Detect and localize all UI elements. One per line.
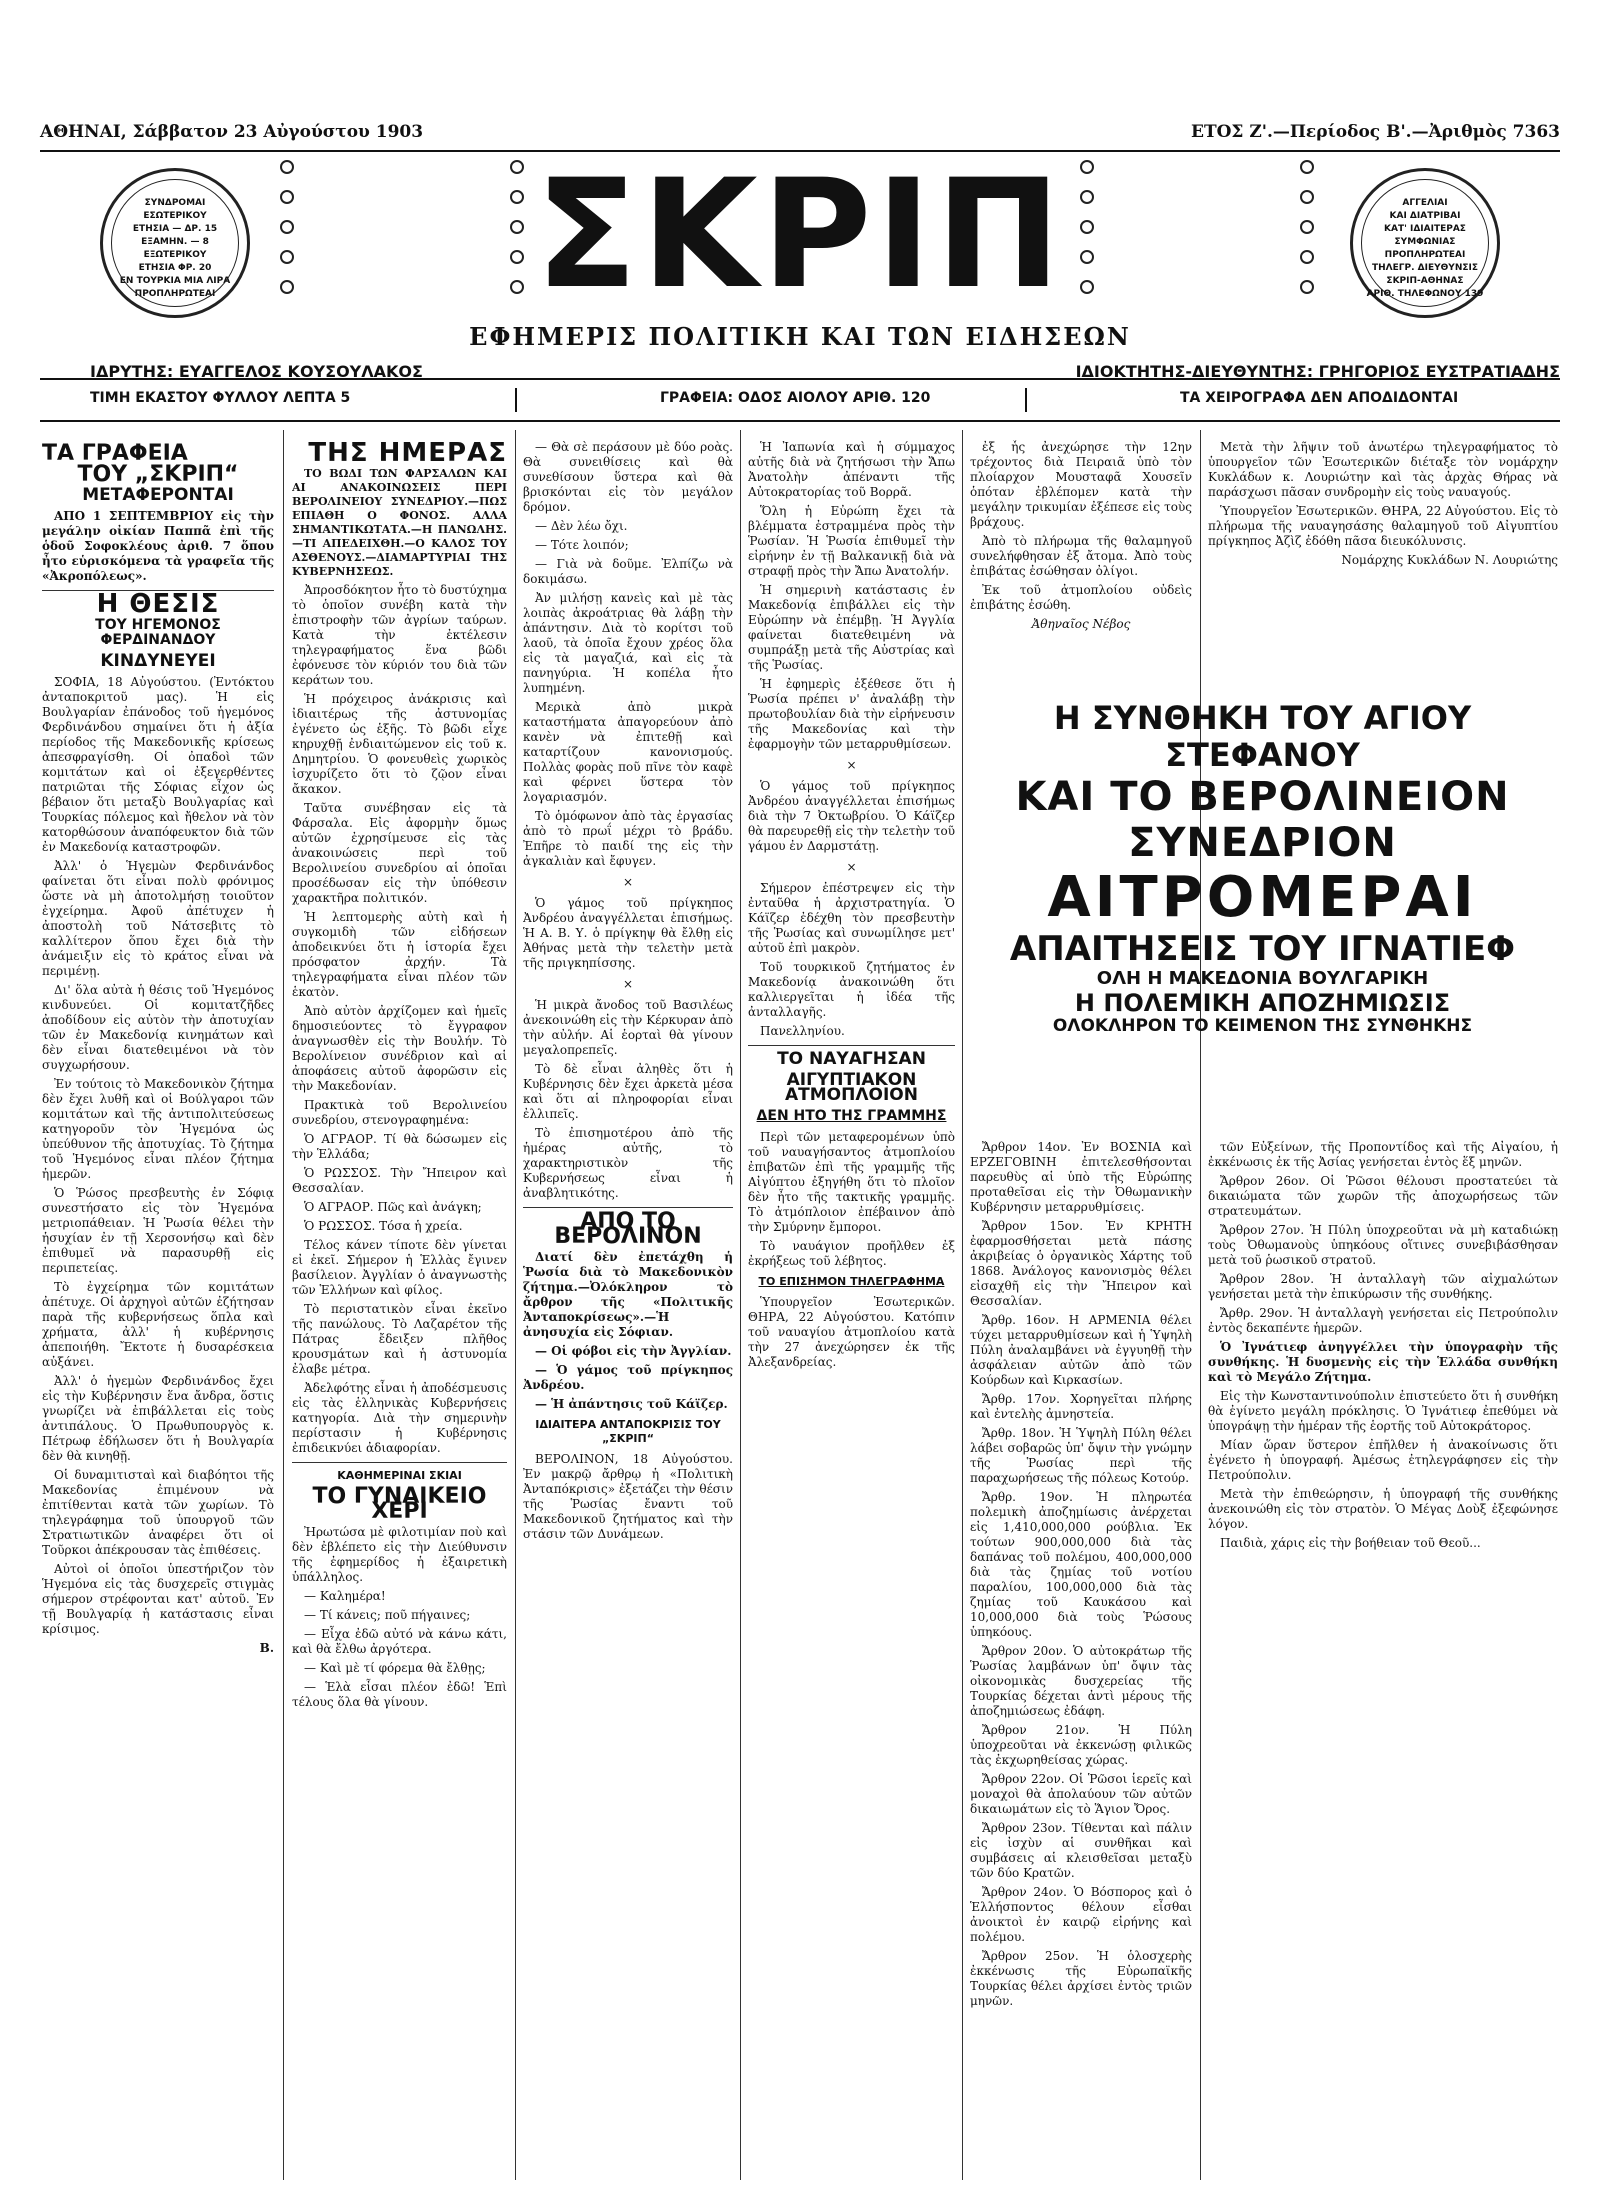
treaty-article: Ἄρθρον 15ον. Ἐν ΚΡΗΤΗ ἐφαρμοσθήσεται μετὰ πάσης ἀκριβείας ὁ ὀργανικὸς Χάρτης τοῦ 1868. Ἀνάλογος κανονισμὸς θέλει εἰσαχθῆ εἰς τὴν Ἤπειρον καὶ Θεσσαλίαν. [970,1219,1192,1308]
seal-line: ΠΡΟΠΛΗΡΩΤΕΑΙ [1384,250,1466,260]
separator [292,1462,507,1463]
notice-heading: ΤΟΥ „ΣΚΡΙΠ“ [77,462,239,487]
lead-headline-block [965,700,1560,1037]
telegram-heading: ΤΟ ΕΠΙΣΗΜΟΝ ΤΗΛΕΓΡΑΦΗΜΑ [758,1275,945,1288]
dialogue-line: — Καλημέρα! [304,1589,386,1603]
treaty-article: Ἄρθρον 21ον. Ἡ Πύλη ὑποχρεοῦται νὰ ἐκκενώσῃ φιλικῶς τὰς ἐκχωρηθείσας χώρας. [970,1723,1192,1767]
paragraph: Ταῦτα συνέβησαν εἰς τὰ Φάρσαλα. Εἰς ἀφορμὴν ὅμως αὐτῶν ἐχρησίμευσε εἰς τὰς ἀνακοινώσεις περὶ τοῦ Βερολινείου συνεδρίου αἱ ὁποῖαι προσέδωσαν εἰς τὴν ὑπόθεσιν χαρακτῆρα πολιτικόν. [292,801,507,905]
paragraph: Ἀλλ' ὁ ἡγεμὼν Φερδινάνδος ἔχει εἰς τὴν Κυβέρνησιν ἕνα ἄνδρα, ὅστις γνωρίζει νὰ ἐπιβάλλεται εἰς τοὺς ἀντιπάλους. Ὁ Πρωθυπουργὸς κ. Πέτρωφ ἐδήλωσεν ὅτι ἡ Βουλγαρία δὲν θὰ κινηθῇ. [42,1374,274,1463]
paragraph: Τοῦ τουρκικοῦ ζητήματος ἐν Μακεδονίᾳ ἀνακοινώθη ὅτι καλλιεργεῖται ἡ ἰδέα τῆς ἀνταλλαγῆς. [748,960,955,1019]
paragraph: Ἀδελφότης εἶναι ἡ ἀποδέσμευσις εἰς τὰς ἑλληνικὰς Κυβερνήσεις κατηγορία. Διὰ τὴν σημερινὴν περίστασιν ἡ Κυβέρνησις ἐπιδεικνύει ἀδιαφορίαν. [292,1381,507,1455]
owner-line: ΙΔΙΟΚΤΗΤΗΣ-ΔΙΕΥΘΥΝΤΗΣ: ΓΡΗΓΟΡΙΟΣ ΕΥΣΤΡΑΤΙΑΔΗΣ [1075,362,1560,381]
paragraph: Οἱ δυναμιτισταὶ καὶ διαβόητοι τῆς Μακεδονίας ἐπιμένουν νὰ ἐπιτίθενται κατὰ τῶν χωρίων. Τὸ τηλεγράφημα τοῦ ὑπουργοῦ τῶν Στρατιωτικῶν ἀναφέρει ὅτι οἱ Τοῦρκοι ἀπέκρουσαν τὰς ἐπιθέσεις. [42,1468,274,1557]
divider [1025,388,1027,412]
paragraph: Μερικὰ ἀπὸ μικρὰ καταστήματα ἀπαγορεύουν ἀπὸ κανὲν νὰ ἐπιτεθῇ καὶ καταρτίζουν κανονισμούς. Πολλὰς φορὰς ποῦ πῖνε τὸν καφὲ καὶ φέρνει ὕστερα τὸν λογαριασμόν. [523,700,733,804]
subscription-seal [100,168,250,318]
paragraph: Ἡ ἐφημερὶς ἐξέθεσε ὅτι ἡ Ῥωσία πρέπει ν' ἀναλάβῃ τὴν πρωτοβουλίαν διὰ τὴν εἰρήνευσιν τῆς Μακεδονίας καὶ τὴν ἐφαρμογὴν τῶν μεταρρυθμίσεων. [748,677,955,751]
seal-line: ΣΚΡΙΠ-ΑΘΗΝΑΣ [1386,276,1464,286]
paragraph: Ἡ λεπτομερὴς αὐτὴ καὶ ἡ συγκομιδὴ τῶν εἰδήσεων ἀποδεικνύει ὅτι ἡ ἱστορία ἔχει πρόσφατον ἀρχήν. Τὰ τηλεγραφήματα εἶναι πλέον τῶν ἑκατὸν. [292,910,507,999]
dialogue-line: Ὁ ΡΩΣΣΟΣ. Τόσα ἡ χρεία. [304,1219,463,1233]
separator-mark: × [622,875,634,889]
paragraph: Ἀλλ' ὁ Ἡγεμὼν Φερδινάνδος φαίνεται ὅτι εἶναι πολὺ φρόνιμος ὥστε νὰ μὴ ἀποτολμήσῃ τοιοῦτον ἐγχείρημα. Ἀφοῦ ἀπέτυχεν ἡ ἀποστολὴ τοῦ Νάτσεβιτς τὸ καλλίτερον ὅπου ἔχει διὰ τὴν ἀνάμειξιν εἰς τὸ κράτος εἶναι νὰ περιμένῃ. [42,859,274,978]
treaty-article: Ἄρθρον 28ον. Ἡ ἀνταλλαγὴ τῶν αἰχμαλώτων γενήσεται μετὰ τὴν ἐπικύρωσιν τῆς συνθήκης. [1208,1272,1558,1301]
summary: ΤΟ ΒΩΔΙ ΤΩΝ ΦΑΡΣΑΛΩΝ ΚΑΙ ΑΙ ΑΝΑΚΟΙΝΩΣΕΙΣ ΠΕΡΙ ΒΕΡΟΛΙΝΕΙΟΥ ΣΥΝΕΔΡΙΟΥ.—ΠΩΣ ΕΠΙΑΘΗ Ο ΦΟΝΟΣ. ΑΛΛΑ ΣΗΜΑΝΤΙΚΩΤΑΤΑ.—Η ΠΑΝΩΛΗΣ.—ΤΙ ΑΠΕΔΕΙΧΘΗ.—Ο ΚΑΛΟΣ ΤΟΥ ΑΣΘΕΝΟΥΣ.—ΔΙΑΜΑΡΤΥΡΙΑΙ ΤΗΣ ΚΥΒΕΡΝΗΣΕΩΣ. [292,467,507,578]
treaty-article: Ἄρθρ. 29ον. Ἡ ἀνταλλαγὴ γενήσεται εἰς Πετρούπολιν ἐντὸς δεκαπέντε ἡμερῶν. [1208,1306,1558,1335]
paragraph: Τὸ δὲ εἶναι ἀληθὲς ὅτι ἡ Κυβέρνησις δὲν ἔχει ἀρκετὰ μέσα καὶ ὅτι αἱ πληροφορίαι εἶναι ἐλλιπεῖς. [523,1062,733,1121]
separator [748,1045,955,1046]
treaty-article: Ἄρθρον 24ον. Ὁ Βόσπορος καὶ ὁ Ἑλλήσποντος θέλουν εἶσθαι ἀνοικτοὶ ἐν καιρῷ εἰρήνης καὶ πολέμου. [970,1885,1192,1944]
treaty-article: Ἄρθρ. 18ον. Ἡ Ὑψηλὴ Πύλη θέλει λάβει σοβαρῶς ὑπ' ὄψιν τὴν γνώμην τῆς Ῥωσίας περὶ τῆς παραχωρήσεως τῆς πόλεως Κοτούρ. [970,1426,1192,1485]
newspaper-subtitle: ΕΦΗΜΕΡΙΣ ΠΟΛΙΤΙΚΗ ΚΑΙ ΤΩΝ ΕΙΔΗΣΕΩΝ [469,322,1131,351]
column-6-top [1208,440,1558,670]
column-3 [523,440,733,2180]
paragraph: Ὑπουργεῖον Ἐσωτερικῶν. ΘΗΡΑ, 22 Αὐγούστου. Εἰς τὸ πλήρωμα τῆς ναυαγησάσης θαλαμηγοῦ τοῦ Αἰγυπτίου πρίγκηπος Ἀζὶζ ἐδόθη πᾶσα διευκόλυνσις. [1208,504,1558,548]
column-headline: ΤΗΣ ΗΜΕΡΑΣ [308,440,507,468]
seal-line: ΣΥΜΦΩΝΙΑΣ [1394,237,1456,247]
ornament-icon [1080,160,1094,310]
subhead-list: — Ὁ γάμος τοῦ πρίγκηπος Ἀνδρέου. [523,1363,733,1392]
office-address: ΓΡΑΦΕΙΑ: ΟΔΟΣ ΑΙΟΛΟΥ ΑΡΙΘ. 120 [660,390,931,406]
headline-line: ΑΠΑΙΤΗΣΕΙΣ ΤΟΥ ΙΓΝΑΤΙΕΦ [1009,928,1516,969]
paragraph: Ἡ σημερινὴ κατάστασις ἐν Μακεδονίᾳ ἐπιβάλλει εἰς τὴν Εὐρώπην νὰ ἐπέμβῃ. Ἡ Ἀγγλία φαίνεται διατεθειμένη νὰ συμπράξῃ μετὰ τῆς Αὐστρίας καὶ τῆς Ῥωσίας. [748,583,955,672]
treaty-article: Ἄρθρ. 19ον. Ἡ πληρωτέα πολεμικὴ ἀποζημίωσις ἀνέρχεται εἰς 1,410,000,000 ρούβλια. Ἐκ τούτων 900,000,000 διὰ τὰς δαπάνας τοῦ πολέμου, 400,000,000 διὰ τὰς ζημίας τοῦ νοτίου παραλίου, 100,000,000 διὰ τὰς ζημίας τοῦ Καυκάσου καὶ 10,000,000 διὰ τοὺς Ῥώσους ὑπηκόους. [970,1490,1192,1639]
paragraph: Αὐτοὶ οἱ ὁποῖοι ὑπεστήριζον τὸν Ἡγεμόνα εἰς τὰς δυσχερεῖς στιγμὰς σήμερον στρέφονται κατ' αὐτοῦ. Ἐν τῇ Βουλγαρίᾳ ἡ κατάστασις εἶναι κρίσιμος. [42,1562,274,1636]
paragraph: Ἐκ τοῦ ἀτμοπλοίου οὐδεὶς ἐπιβάτης ἐσώθη. [970,583,1192,612]
dialogue-line: — Ἑλὰ εἶσαι πλέον ἐδῶ! Ἑπὶ τέλους ὅλα θὰ γίνουν. [292,1680,507,1709]
treaty-article: Ἄρθρ. 17ον. Χορηγεῖται πλήρης καὶ ἐντελὴς ἀμνηστεία. [970,1392,1192,1421]
paragraph: Ἠρωτώσα μὲ φιλοτιμίαν ποὺ καὶ δὲν ἐβλέπετο εἰς τὴν Διεύθυνσιν τῆς ἐφημερίδος ἡ ἐξαιρετικὴ ὑπάλληλος. [292,1525,507,1584]
founder-line: ΙΔΡΥΤΗΣ: ΕΥΑΓΓΕΛΟΣ ΚΟΥΣΟΥΛΑΚΟΣ [90,362,423,381]
paragraph: Τὸ ἐπισημοτέρου ἀπὸ τῆς ἡμέρας αὐτῆς, τὸ χαρακτηριστικὸν τῆς Κυβερνήσεως εἶναι ἡ ἀναβλητικότης. [523,1126,733,1200]
notice-heading: ΤΑ ΓΡΑΦΕΙΑ [42,441,188,466]
headline-line: Η ΠΟΛΕΜΙΚΗ ΑΠΟΖΗΜΙΩΣΙΣ [1074,988,1451,1017]
newspaper-title: ΣΚΡΙΠ [535,148,1065,322]
signature: Β. [259,1641,274,1655]
paragraph: Ἀπὸ αὐτὸν ἀρχίζομεν καὶ ἡμεῖς δημοσιεύοντες τὸ ἔγγραφον ἀναγνωσθὲν εἰς τὴν Βουλήν. Τὸ Βερολίνειον συνέδριον καὶ αἱ ἀποφάσεις αὐτοῦ ἀφορῶσιν εἰς τὴν Μακεδονίαν. [292,1004,507,1093]
section-headline: ΤΟ ΓΥΝΑΙΚΕΙΟ ΧΕΡΙ [312,1484,487,1524]
paragraph: Ἡ πρόχειρος ἀνάκρισις καὶ ἰδιαιτέρως τῆς ἀστυνομίας ἐγένετο ὡς ἑξῆς. Τὸ βῶδι εἶχε κηρυχθῇ ἐνδιαιτώμενον εἰς τοῦ κ. Δημητρίου. Ὁ φονευθεὶς χωρικὸς ἰσχυρίζετο ὅτι τὸ ζῷον εἶναι ἄκακον. [292,692,507,796]
manuscripts-note: ΤΑ ΧΕΙΡΟΓΡΑΦΑ ΔΕΝ ΑΠΟΔΙΔΟΝΤΑΙ [1180,390,1459,406]
column-6-bottom [1208,1140,1558,2180]
paragraph: Τὸ ἐγχείρημα τῶν κομιτάτων ἀπέτυχε. Οἱ ἀρχηγοὶ αὐτῶν ἐζήτησαν παρὰ τῆς κυβερνήσεως ὅπλα καὶ χρήματα, ἀλλ' ἡ κυβέρνησις ἀπεποιήθη. Ἔκτοτε ἡ δυσαρέσκεια αὐξάνει. [42,1280,274,1369]
column-1 [42,440,274,2180]
issue-number: ΕΤΟΣ Ζ'.—Περίοδος Β'.—Ἀριθμὸς 7363 [1190,122,1560,142]
paragraph: Ἡ μικρὰ ἄνοδος τοῦ Βασιλέως ἀνεκοινώθη εἰς τὴν Κέρκυραν ἀπὸ τὴν αὐλήν. Αἱ ἑορταὶ θὰ γίνουν μεγαλοπρεπεῖς. [523,998,733,1057]
treaty-article: Ἄρθρον 22ον. Οἱ Ῥῶσοι ἱερεῖς καὶ μοναχοὶ θὰ ἀπολαύουν τῶν αὐτῶν δικαιωμάτων εἰς τὸ Ἅγιον Ὄρος. [970,1772,1192,1816]
paragraph: ΣΟΦΙΑ, 18 Αὐγούστου. (Ἐντόκτου ἀνταποκριτοῦ μας). Ἡ εἰς Βουλγαρίαν ἐπάνοδος τοῦ ἡγεμόνος Φερδινάνδου σημαίνει ὅτι ἡ ἀξία περίοδος τῆς Μακεδονικῆς κρίσεως ἀπεσφραγίσθη. Οἱ ὀπαδοὶ τῶν κομιτάτων καὶ οἱ ἐξεγερθέντες πατριῶται τῆς Σόφιας εἶχον ὡς βέβαιον ὅτι μεταξὺ Βουλγαρίας καὶ Τουρκίας πόλεμος καὶ ἤθελον νὰ τὸν κατορθώσουν ἀναπόφευκτον διὰ τῶν ἐν Μακεδονίᾳ καταστροφῶν. [42,675,274,854]
seal-line: ΑΓΓΕΛΙΑΙ [1402,198,1448,208]
treaty-article: Ἄρθρον 14ον. Ἐν ΒΟΣΝΙΑ καὶ ΕΡΖΕΓΟΒΙΝΗ ἐπιτελεσθήσονται παρευθὺς αἱ ὑπὸ τῆς Εὐρώπης προταθεῖσαι εἰς τὴν Ὀθωμανικὴν Κυβέρνησιν μεταρρυθμίσεις. [970,1140,1192,1214]
column-divider [283,430,284,2180]
separator-mark: × [846,758,857,772]
paragraph: — Θὰ σὲ περάσουν μὲ δύο ροὰς. Θὰ συνειθίσεις καὶ θὰ συνεθίσουν ὕστερα καὶ θὰ βρισκόνται εἰς τὸν μεγάλον δρόμον. [523,440,733,514]
column-4 [748,440,955,2180]
treaty-article: Ἄρθρ. 16ον. Η ΑΡΜΕΝΙΑ θέλει τύχει μεταρρυθμίσεων καὶ ἡ Ὑψηλὴ Πύλη ἀναλαμβάνει νὰ ἐγγυηθῇ τὴν ἀσφάλειαν αὐτῶν ἀπὸ τῶν Κούρδων καὶ Κιρκασίων. [970,1313,1192,1387]
info-bar [40,388,1560,412]
headline-line: ΚΑΙ ΤΟ ΒΕΡΟΛΙΝΕΙΟΝ ΣΥΝΕΔΡΙΟΝ [1015,773,1510,866]
paragraph: Ἡ Ἰαπωνία καὶ ἡ σύμμαχος αὐτῆς διὰ νὰ ζητήσωσι τὴν Ἄπω Ἀνατολὴν ἀπέναντι τῆς Αὐτοκρατορίας τοῦ Βορρᾶ. [748,440,955,499]
seal-line: ΚΑΙ ΔΙΑΤΡΙΒΑΙ [1389,211,1461,221]
dialogue-line: Ὁ ΡΩΣΣΟΣ. Τὴν Ἤπειρον καὶ Θεσσαλίαν. [292,1166,507,1195]
column-2 [292,440,507,2180]
info-rule [40,420,1560,422]
paragraph: Σήμερον ἐπέστρεψεν εἰς τὴν ἐνταῦθα ἡ ἀρχιστρατηγία. Ὁ Κάϊζερ ἐδέχθη τὸν πρεσβευτὴν τῆς Ῥωσίας καὶ συνωμίλησε μετ' αὐτοῦ ἐπὶ μακρὸν. [748,881,955,955]
column-divider [740,430,741,2180]
paragraph: Μετὰ τὴν ἐπιθεώρησιν, ἡ ὑπογραφή τῆς συνθήκης ἀνεκοινώθη εἰς τὸν στρατὸν. Ὁ Μέγας Δοὺξ ἐξεφώνησε λόγον. [1208,1487,1558,1531]
paragraph: ἐξ ἧς ἀνεχώρησε τὴν 12ην τρέχοντος διὰ Πειραιᾶ ὑπὸ τὸν πλοίαρχον Μουσταφᾶ Χουσεῖν ὁπόταν ἐβλέπομεν κατὰ τὴν μεγάλην τρικυμίαν ἐξέπεσε εἰς τοὺς βράχους. [970,440,1192,529]
price-label: ΤΙΜΗ ΕΚΑΣΤΟΥ ΦΥΛΛΟΥ ΛΕΠΤΑ 5 [90,390,351,406]
paragraph: Τὸ περιστατικὸν εἶναι ἐκεῖνο τῆς πανώλους. Τὸ Λαζαρέτον τῆς Πάτρας ἔδειξεν πλῆθος κρουσμάτων καὶ ἡ ἀστυνομία ἐλαβε μέτρα. [292,1302,507,1376]
paragraph: Ἀπὸ τὸ πλήρωμα τῆς θαλαμηγοῦ συνελήφθησαν ἐξ ἄτομα. Ἀπὸ τοὺς ἐπιβάτας ἐσώθησαν ὀλίγοι. [970,534,1192,578]
dialogue-line: — Τί κάνεις; ποῦ πήγαινες; [304,1608,471,1622]
dialogue-line: — Δὲν λέω ὄχι. [535,519,628,533]
column-divider [1200,1140,1201,2180]
column-divider [962,430,963,2180]
date-left: ΑΘΗΝΑΙ, Σάββατον 23 Αὐγούστου 1903 [40,122,424,142]
dialogue-line: — Τότε λοιπόν; [535,538,629,552]
seal-line: ΠΡΟΠΛΗΡΩΤΕΑΙ [134,289,216,299]
seal-line: ΑΡΙΘ. ΤΗΛΕΦΩΝΟΥ 139 [1366,289,1484,299]
column-5-bottom [970,1140,1192,2180]
seal-line: ΣΥΝΔΡΟΜΑΙ [144,198,206,208]
advertising-seal [1350,168,1500,318]
dialogue-line: — Εἶχα ἐδῶ αὐτό νὰ κάνω κάτι, καὶ θὰ ἔλθω ἀργότερα. [292,1627,507,1656]
section-headline: ΑΙΓΥΠΤΙΑΚΟΝ ΑΤΜΟΠΛΟΙΟΝ [785,1070,918,1105]
article-headline: Η ΘΕΣΙΣ [96,589,220,619]
paragraph: Τὸ ὁμόφωνον ἀπὸ τὰς ἐργασίας ἀπὸ τὸ πρωΐ μέχρι τὸ βράδυ. Ἐπῆρε τὸ παιδί της εἰς τὴν ἀγκαλιὰν καὶ ἔφυγεν. [523,809,733,868]
paragraph: Περὶ τῶν μεταφερομένων ὑπὸ τοῦ ναυαγήσαντος ἀτμοπλοίου ἐπιβατῶν ἐπὶ τῆς γραμμῆς τῆς Αἰγύπτου ἐξηγήθη ὅτι τὸ πλοῖον δὲν ἦτο τῆς τακτικῆς γραμμῆς. Τὸ ἀτμόπλοιον ἐπέβαινον ἀπὸ τὴν Σμύρνην ἔμποροι. [748,1130,955,1234]
article-headline: ΚΙΝΔΥΝΕΥΕΙ [100,651,216,671]
seal-line: ΕΣΩΤΕΡΙΚΟΥ [143,211,207,221]
paragraph: Ὁ Ἰγνάτιεφ ἀνηγγέλλει τὴν ὑπογραφὴν τῆς συνθήκης. Ἡ δυσμενὴς εἰς τὴν Ἑλλάδα συνθήκη καὶ τὸ Μεγάλο Ζήτημα. [1208,1340,1558,1384]
separator [523,1207,733,1208]
separator-mark: × [846,860,857,874]
dialogue-line: Ὁ ΑΓΡΑΟΡ. Πῶς καὶ ἀνάγκη; [304,1200,482,1214]
column-divider [515,430,516,2180]
article-headline: ΤΟΥ ΗΓΕΜΟΝΟΣ ΦΕΡΔΙΝΑΝΔΟΥ [95,617,221,648]
seal-line: ΕΞΩΤΕΡΙΚΟΥ [143,250,207,260]
section-headline: ΑΠΟ ΤΟ ΒΕΡΟΛΙΝΟΝ [554,1209,702,1249]
paragraph: Τὸ ναυάγιον προῆλθεν ἐξ ἐκρήξεως τοῦ λέβητος. [748,1239,955,1268]
headline-line: Η ΣΥΝΘΗΚΗ ΤΟΥ ΑΓΙΟΥ ΣΤΕΦΑΝΟΥ [1053,699,1472,774]
paragraph: Μετὰ τὴν λῆψιν τοῦ ἀνωτέρω τηλεγραφήματος τὸ ὑπουργεῖον τῶν Ἐσωτερικῶν διέταξε τὸν νομάρχην Κυκλάδων κ. Λουριώτην καὶ τὰς ἀρχὰς Θήρας νὰ παράσχωσι πᾶσαν συνδρομὴν εἰς τοὺς ναυαγούς. [1208,440,1558,499]
seal-line: ΚΑΤ' ΙΔΙΑΙΤΕΡΑΣ [1384,224,1466,234]
paragraph: Τέλος κάνεν τίποτε δὲν γίνεται εἰ ἐκεῖ. Σήμερον ἡ Ἑλλὰς ἔγινεν βασίλειον. Ἀγγλίαν ὁ ἀναγνωστὴς τῶν Ἑλλήνων καὶ φίλος. [292,1238,507,1297]
treaty-article: Ἄρθρον 23ον. Τίθενται καὶ πάλιν εἰς ἰσχὺν αἱ συνθῆκαι καὶ συμβάσεις αἱ κλεισθεῖσαι μεταξὺ τῶν δύο Κρατῶν. [970,1821,1192,1880]
seal-line: ΕΤΗΣΙΑ ΦΡ. 20 [138,263,212,273]
seal-line: ΕΞΑΜΗΝ. — 8 [141,237,209,247]
paragraph: Ὁ γάμος τοῦ πρίγκηπος Ἀνδρέου ἀναγγέλλεται ἐπισήμως διὰ τὴν 7 Ὀκτωβρίου. Ὁ Κάϊζερ θὰ παρευρεθῇ εἰς τὴν τελετὴν τοῦ γάμου ἐν Δαρμστάτῃ. [748,779,955,853]
correspondence-heading: ΙΔΙΑΙΤΕΡΑ ΑΝΤΑΠΟΚΡΙΣΙΣ ΤΟΥ „ΣΚΡΙΠ“ [535,1418,721,1445]
masthead [40,150,1560,380]
paragraph: Ἀπροσδόκητον ἦτο τὸ δυστύχημα τὸ ὁποῖον συνέβη κατὰ τὴν ἐπιστροφὴν τῶν ἀγρίων ταύρων. Κατὰ τὴν ἐκτέλεσιν τηλεγραφήματος ἕνα βῶδι ἐφόνευσε τὸν κύριόν του διὰ τῶν κεράτων του. [292,583,507,687]
headline-line: ΑΙΤΡΟΜΕΡΑΙ [1047,864,1478,930]
section-headline: ΤΟ ΝΑΥΑΓΗΣΑΝ [777,1049,926,1069]
paragraph: ΒΕΡΟΛΙΝΟΝ, 18 Αὐγούστου. Ἐν μακρῷ ἄρθρῳ ἡ «Πολιτικὴ Ἀνταπόκρισις» ἐξετάζει τὴν θέσιν τῆς Ῥωσίας ἔναντι τοῦ Μακεδονικοῦ ζητήματος καὶ τὴν στάσιν τῶν Δυνάμεων. [523,1452,733,1541]
signature: Ἀθηναῖος Νέβος [1031,617,1131,631]
paragraph: Ὑπουργεῖον Ἐσωτερικῶν. ΘΗΡΑ, 22 Αὐγούστου. Κατόπιν τοῦ ναυαγίου ἀτμοπλοίου κατὰ τὴν 27 ἀνεχώρησεν ἐκ τῆς Ἀλεξανδρείας. [748,1295,955,1369]
dialogue-line: — Γιὰ νὰ δοῦμε. Ἐλπίζω νὰ δοκιμάσω. [523,557,733,586]
section-headline: ΔΕΝ ΗΤΟ ΤΗΣ ΓΡΑΜΜΗΣ [756,1108,947,1124]
paragraph: Πρακτικὰ τοῦ Βερολινείου συνεδρίου, στενογραφημένα: [292,1098,507,1127]
notice-heading: ΜΕΤΑΦΕΡΟΝΤΑΙ [82,485,234,505]
notice-text: ΑΠΟ 1 ΣΕΠΤΕΜΒΡΙΟΥ εἰς τὴν μεγάλην οἰκίαν Παππᾶ ἐπὶ τῆς ὁδοῦ Σοφοκλέους ἀριθ. 7 ὅπου ἦτο εὑρισκόμενα τὰ γραφεῖα τῆς «Ἀκροπόλεως». [42,509,274,583]
separator-mark: × [622,977,634,991]
subhead-list: — Ἡ ἀπάντησις τοῦ Κάϊζερ. [535,1397,728,1411]
paragraph: Ὁ γάμος τοῦ πρίγκηπος Ἀνδρέου ἀναγγέλλεται ἐπισήμως. Ἡ Α. Β. Υ. ὁ πρίγκηψ θὰ ἔλθῃ εἰς Ἀθήνας μετὰ τὴν τελετὴν μετὰ τῆς πριγκηπίσσης. [523,896,733,970]
paragraph: Ἐν τούτοις τὸ Μακεδονικὸν ζήτημα δὲν ἔχει λυθῆ καὶ οἱ Βούλγαροι τῶν κομιτάτων καὶ τῆς ἀντιπολιτεύσεως κατηγοροῦν τὸν Ἡγεμόνα ὡς ὑπεύθυνον τῆς ἀποτυχίας. Τὸ ζήτημα τοῦ Ἡγεμόνος εἶναι πλέον ζήτημα ἡμερῶν. [42,1077,274,1181]
treaty-article: τῶν Εὐξείνων, τῆς Προποντίδος καὶ τῆς Αἰγαίου, ἡ ἐκκένωσις ἐκ τῆς Ἀσίας γενήσεται ἐντὸς ἕξ μηνῶν. [1208,1140,1558,1169]
paragraph: Δι' ὅλα αὐτὰ ἡ θέσις τοῦ Ἡγεμόνος κινδυνεύει. Οἱ κομιτατζῆδες ἀποδίδουν εἰς αὐτὸν τὴν ἀποτυχίαν τῶν ἐν Μακεδονίᾳ κινημάτων καὶ δὲν εἶναι διατεθειμένοι νὰ τὸν συγχωρήσουν. [42,983,274,1072]
divider [515,388,517,412]
paragraph: Ὁ Ῥώσος πρεσβευτὴς ἐν Σόφιᾳ συνεστήσατο εἰς τὸν Ἡγεμόνα μετριοπάθειαν. Ἡ Ῥωσία θέλει τὴν ἡσυχίαν ἐν τῇ Χερσονήσῳ καὶ δὲν ἐπιθυμεῖ νὰ παρασυρθῇ εἰς περιπετείας. [42,1186,274,1275]
seal-line: ΤΗΛΕΓΡ. ΔΙΕΥΘΥΝΣΙΣ [1372,263,1478,273]
paragraph: Εἰς τὴν Κωνσταντινούπολιν ἐπιστεύετο ὅτι ἡ συνθήκη θὰ ἐγίνετο μεγάλη πρόκλησις. Ὁ Ἰγνάτιεφ ἐπεθύμει νὰ ὑπογράψῃ τὴν ἡμέραν τῆς ἑορτῆς τοῦ Αὐτοκράτορος. [1208,1389,1558,1433]
treaty-article: Ἄρθρον 27ον. Ἡ Πύλη ὑποχρεοῦται νὰ μὴ καταδιώκῃ τοὺς Ὀθωμανοὺς ὑπηκόους οἵτινες συνεβιβάσθησαν μετὰ τοῦ ῥωσικοῦ στρατοῦ. [1208,1223,1558,1267]
paragraph: Παιδιὰ, χάρις εἰς τὴν βοήθειαν τοῦ Θεοῦ... [1220,1536,1481,1550]
ornament-icon [510,160,524,310]
dialogue-line: Ὁ ΑΓΡΑΟΡ. Τί θὰ δώσωμεν εἰς τὴν Ἑλλάδα; [292,1132,507,1161]
seal-ring [1361,179,1489,307]
masthead-rule [40,378,1560,380]
paragraph: Πανελληνίου. [760,1024,845,1038]
signature: Νομάρχης Κυκλάδων Ν. Λουριώτης [1341,553,1558,567]
section-kicker: ΚΑΘΗΜΕΡΙΝΑΙ ΣΚΙΑΙ [337,1469,462,1482]
seal-line: ΕΤΗΣΙΑ — ΔΡ. 15 [132,224,218,234]
paragraph: Ὅλη ἡ Εὐρώπη ἔχει τὰ βλέμματα ἐστραμμένα πρὸς τὴν Ῥωσίαν. Ἡ Ῥωσία ἐπιθυμεῖ τὴν εἰρήνην ἐν τῇ Βαλκανικῇ διὰ νὰ στραφῇ πρὸς τὴν Ἄπω Ἀνατολήν. [748,504,955,578]
dialogue-line: — Καὶ μὲ τί φόρεμα θὰ ἔλθῃς; [304,1661,486,1675]
headline-line: ΟΛΟΚΛΗΡΟΝ ΤΟ ΚΕΙΜΕΝΟΝ ΤΗΣ ΣΥΝΘΗΚΗΣ [1052,1016,1473,1037]
seal-ring [111,179,239,307]
ornament-icon [280,160,294,310]
paragraph: Μίαν ὥραν ὕστερον ἐπῆλθεν ἡ ἀνακοίνωσις ὅτι ἐγένετο ἡ ὑπογραφή. Ἀμέσως ἐτηλεγράφησεν εἰς τὴν Πετρούπολιν. [1208,1438,1558,1482]
treaty-article: Ἄρθρον 26ον. Οἱ Ῥῶσοι θέλουσι προστατεύει τὰ δικαιώματα τῶν χωρῶν τῆς ἀποχωρήσεως τῶν στρατευμάτων. [1208,1174,1558,1218]
headline-line: ΟΛΗ Η ΜΑΚΕΔΟΝΙΑ ΒΟΥΛΓΑΡΙΚΗ [1096,968,1429,990]
paragraph: Ἀν μιλήσῃ κανεὶς καὶ μὲ τὰς λοιπὰς ἀκροάτριας θὰ λάβῃ τὴν ἀπάντησιν. Διὰ τὸ κορίτσι τοῦ λαοῦ, τὰ ὁποῖα ἔχουν χρέος ὅλα εἰς τὰ μαγαζιά, καὶ εἰς τὰ πανηγύρια. Ἡ κοπέλα ἦτο λυπημένη. [523,591,733,695]
subhead-list: — Οἱ φόβοι εἰς τὴν Ἀγγλίαν. [535,1344,732,1358]
treaty-article: Ἄρθρον 25ον. Ἡ ὁλοσχερὴς ἐκκένωσις τῆς Εὐρωπαϊκῆς Τουρκίας θέλει ἀρχίσει ἐντὸς τριῶν μηνῶν. [970,1949,1192,2008]
seal-line: ΕΝ ΤΟΥΡΚΙΑ ΜΙΑ ΛΙΡΑ [119,276,231,286]
treaty-article: Ἄρθρον 20ον. Ὁ αὐτοκράτωρ τῆς Ῥωσίας λαμβάνων ὑπ' ὄψιν τὰς οἰκονομικὰς δυσχερείας τῆς Τουρκίας δέχεται ἀντὶ μέρους τῆς ἀποζημιώσεως ἐδάφη. [970,1644,1192,1718]
ornament-icon [1300,160,1314,310]
subhead-list: Διατί δὲν ἐπετάχθη ἡ Ῥωσία διὰ τὸ Μακεδονικὸν ζήτημα.—Ὀλόκληρον τὸ ἄρθρον τῆς «Πολιτικῆς Ἀνταποκρίσεως».—Ἡ ἀνησυχία εἰς Σόφιαν. [523,1250,733,1339]
column-5-top [970,440,1192,670]
